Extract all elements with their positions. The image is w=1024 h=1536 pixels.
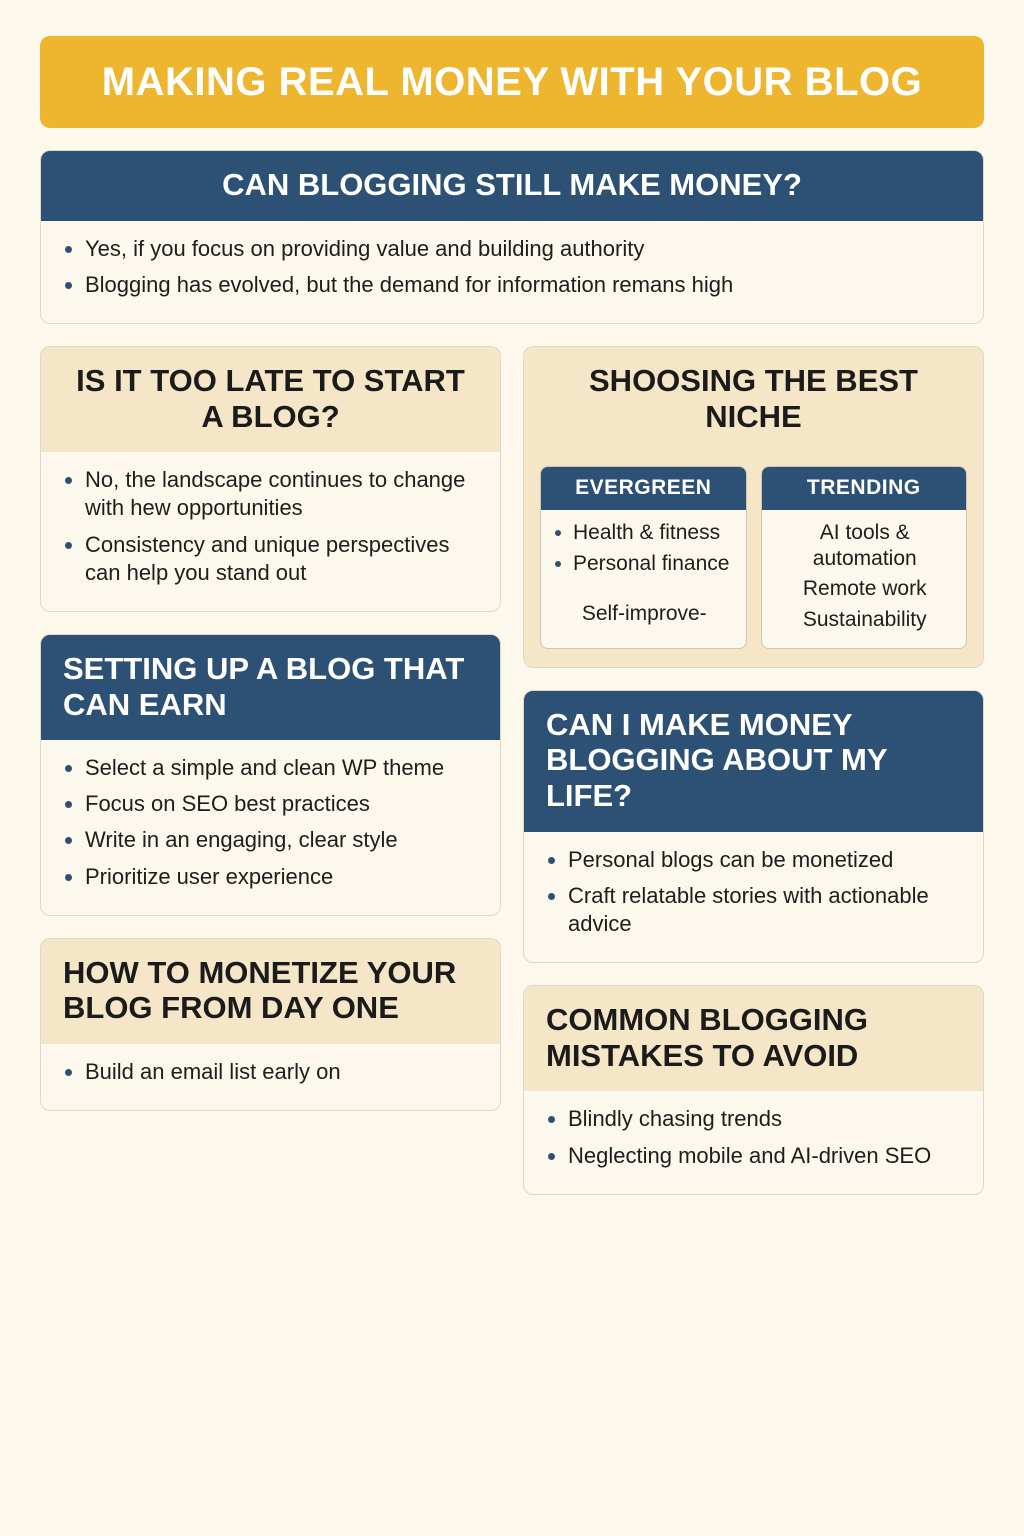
card-can-blogging-make-money (40, 150, 984, 324)
list-item: Remote work (802, 577, 927, 601)
card-heading: COMMON BLOGGING MISTAKES TO AVOID (524, 986, 983, 1091)
left-column (40, 346, 501, 1111)
list-item: Blogging has evolved, but the demand for information remans high (59, 271, 959, 299)
bullet-list (41, 452, 500, 611)
list-item: AI tools & automation (812, 521, 917, 570)
card-common-mistakes (523, 985, 984, 1195)
list-item: Select a simple and clean WP theme (59, 754, 476, 782)
bullet-list (41, 740, 500, 915)
list-item: Personal blogs can be monetized (542, 846, 959, 874)
niche-group-trending (761, 466, 968, 648)
right-column (523, 346, 984, 1195)
list-item: Yes, if you focus on providing value and building authority (59, 235, 959, 263)
list-item: Self-improve- (581, 602, 707, 626)
card-heading: CAN BLOGGING STILL MAKE MONEY? (41, 151, 983, 221)
bullet-list (524, 1091, 983, 1193)
list-item: Personal finance (551, 551, 738, 577)
card-heading: SHOOSING THE BEST NICHE (524, 347, 983, 452)
list-item: Prioritize user experience (59, 863, 476, 891)
list-item: Focus on SEO best practices (59, 790, 476, 818)
niche-item-list (762, 510, 967, 647)
card-blogging-about-my-life (523, 690, 984, 963)
bullet-list (41, 1044, 500, 1110)
card-too-late-to-start (40, 346, 501, 612)
card-setting-up-a-blog (40, 634, 501, 916)
list-item: Build an email list early on (59, 1058, 476, 1086)
main-banner (40, 36, 984, 128)
niche-groups (524, 452, 983, 666)
list-item: Consistency and unique perspectives can help you stand out (59, 531, 476, 587)
page-title: MAKING REAL MONEY WITH YOUR BLOG (101, 59, 923, 104)
niche-group-label: TRENDING (762, 467, 967, 510)
list-item: Neglecting mobile and AI-driven SEO (542, 1142, 959, 1170)
niche-item-list (541, 510, 746, 591)
list-item: Health & fitness (551, 520, 738, 546)
card-heading: HOW TO MONETIZE YOUR BLOG FROM DAY ONE (41, 939, 500, 1044)
list-item: Sustainability (802, 608, 927, 632)
bullet-list (524, 832, 983, 962)
card-heading: IS IT TOO LATE TO START A BLOG? (41, 347, 500, 452)
niche-group-evergreen (540, 466, 747, 648)
list-item: No, the landscape continues to change with hew opportunities (59, 466, 476, 522)
card-monetize-day-one (40, 938, 501, 1111)
niche-item-list-overflow (541, 591, 746, 642)
niche-group-label: EVERGREEN (541, 467, 746, 510)
columns-container (40, 346, 984, 1195)
card-choosing-best-niche (523, 346, 984, 668)
list-item: Blindly chasing trends (542, 1105, 959, 1133)
bullet-list (41, 221, 983, 323)
list-item: Write in an engaging, clear style (59, 826, 476, 854)
card-heading: CAN I MAKE MONEY BLOGGING ABOUT MY LIFE? (524, 691, 983, 832)
list-item: Craft relatable stories with actionable advice (542, 882, 959, 938)
card-heading: SETTING UP A BLOG THAT CAN EARN (41, 635, 500, 740)
